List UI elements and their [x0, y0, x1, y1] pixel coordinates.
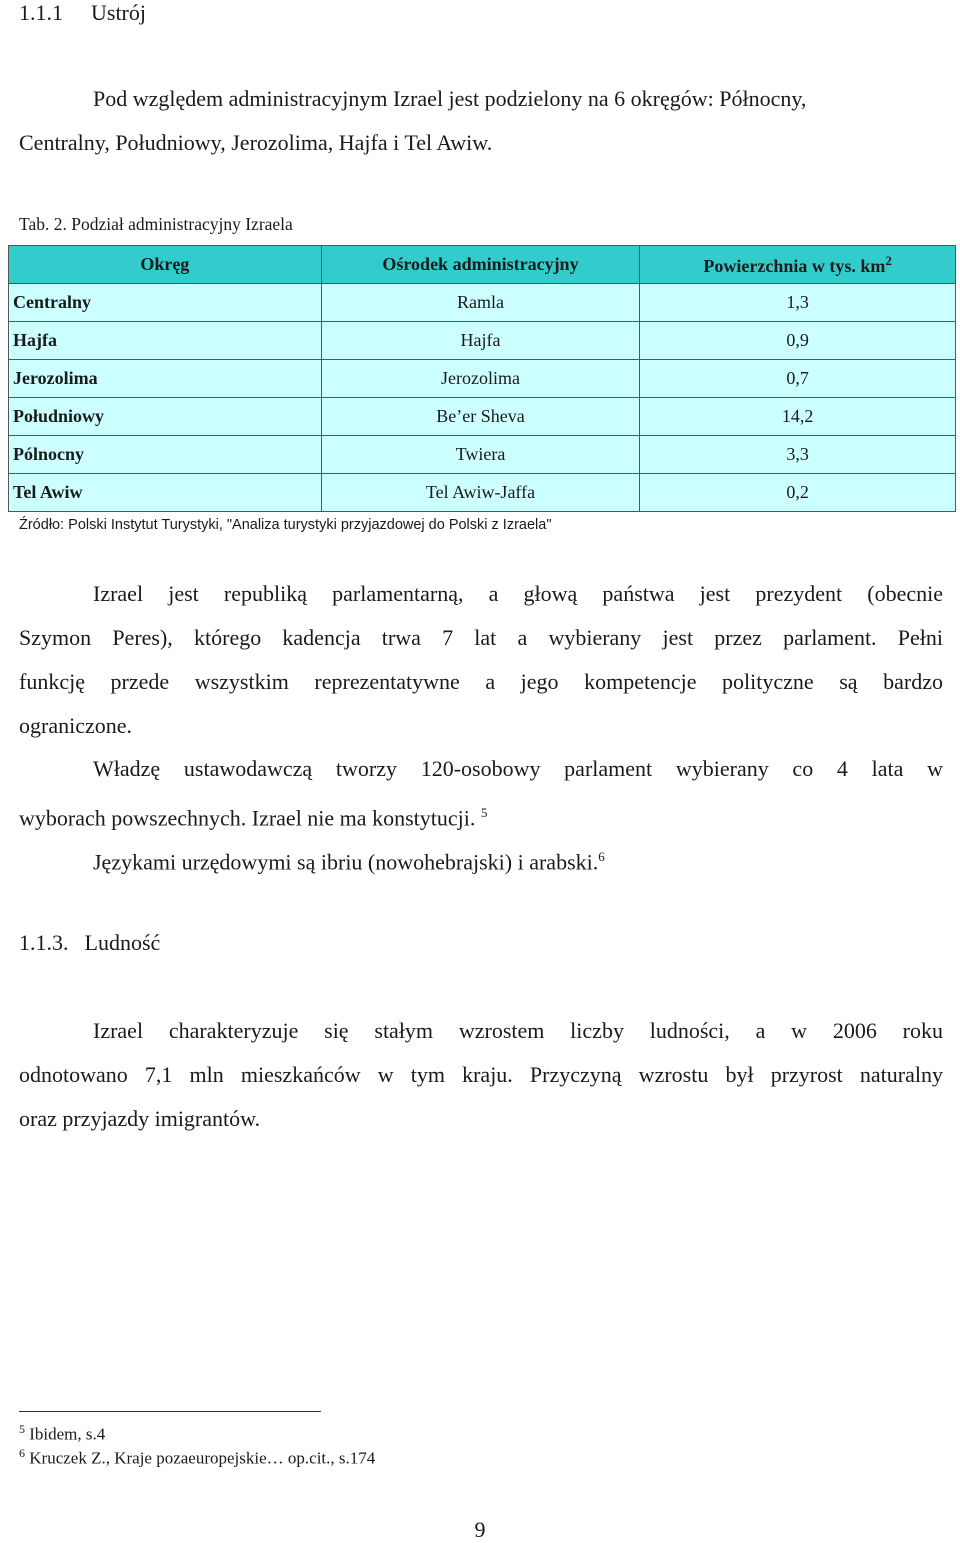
section-number: 1.1.1 [19, 0, 63, 25]
section-title: Ustrój [91, 0, 146, 25]
footnote-text: Kruczek Z., Kraje pozaeuropejskie… op.cit., s.174 [29, 1448, 376, 1468]
cell-area: 0,9 [640, 322, 956, 360]
intro-line-2: Centralny, Południowy, Jerozolima, Hajfa i Tel Awiw. [19, 130, 493, 155]
table-source: Źródło: Polski Instytut Turystyki, "Analiza turystyki przyjazdowej do Polski z Izraela" [19, 517, 552, 533]
page-number: 9 [474, 1517, 486, 1542]
footnote-6 [19, 1446, 375, 1469]
legislature-line-2-text: wyborach powszechnych. Izrael nie ma konstytucji. [19, 805, 476, 831]
legislature-line-1: Władzę ustawodawczą tworzy 120-osobowy parlament wybierany co 4 lata w [93, 756, 943, 781]
footnote-number: 6 [19, 1446, 25, 1460]
footnote-5 [19, 1422, 105, 1445]
footnote-text: Ibidem, s.4 [29, 1424, 106, 1444]
government-line-4: ograniczone. [19, 713, 132, 738]
cell-district: Południowy [9, 398, 322, 436]
table-row [9, 284, 956, 322]
cell-center: Twiera [321, 436, 640, 474]
government-line-3: funkcję przede wszystkim reprezentatywne a jego kompetencje polityczne są bardzo [19, 669, 943, 694]
header-area [640, 246, 956, 284]
cell-district: Jerozolima [9, 360, 322, 398]
admin-division-table [8, 245, 956, 512]
footnote-ref-5[interactable]: 5 [480, 805, 488, 820]
section-number: 1.1.3. [19, 930, 69, 955]
cell-district: Hajfa [9, 322, 322, 360]
government-line-1: Izrael jest republiką parlamentarną, a głową państwa jest prezydent (obecnie [93, 581, 943, 606]
cell-area: 0,2 [640, 474, 956, 512]
cell-area: 14,2 [640, 398, 956, 436]
cell-center: Be’er Sheva [321, 398, 640, 436]
population-line-3: oraz przyjazdy imigrantów. [19, 1106, 261, 1131]
footnote-ref-6[interactable]: 6 [598, 849, 605, 864]
section-title: Ludność [84, 930, 161, 955]
cell-center: Hajfa [321, 322, 640, 360]
table-row [9, 436, 956, 474]
legislature-line-2 [19, 791, 487, 840]
population-line-2: odnotowano 7,1 mln mieszkańców w tym kraju. Przyczyną wzrostu był przyrost naturalny [19, 1062, 943, 1087]
cell-district: Pólnocny [9, 436, 322, 474]
languages-line [93, 835, 605, 884]
section-heading-ludnosc [19, 930, 160, 956]
cell-area: 3,3 [640, 436, 956, 474]
table-header-row [9, 246, 956, 284]
intro-line-1: Pod względem administracyjnym Izrael jest podzielony na 6 okręgów: Północny, [93, 86, 807, 111]
section-heading-ustroj [19, 0, 146, 26]
cell-area: 0,7 [640, 360, 956, 398]
cell-district: Tel Awiw [9, 474, 322, 512]
population-line-1: Izrael charakteryzuje się stałym wzrostem liczby ludności, a w 2006 roku [93, 1018, 943, 1043]
header-area-label: Powierzchnia w tys. km [703, 255, 886, 276]
languages-text: Językami urzędowymi są ibriu (nowohebrajski) i arabski. [93, 849, 599, 875]
table-row [9, 322, 956, 360]
table-row [9, 398, 956, 436]
table-caption: Tab. 2. Podział administracyjny Izraela [19, 214, 293, 234]
header-admin-center: Ośrodek administracyjny [321, 246, 640, 284]
footnote-number: 5 [19, 1422, 25, 1436]
cell-center: Jerozolima [321, 360, 640, 398]
footnote-separator [19, 1411, 321, 1412]
header-area-sup: 2 [885, 252, 892, 268]
cell-area: 1,3 [640, 284, 956, 322]
table-row [9, 474, 956, 512]
government-line-2: Szymon Peres), którego kadencja trwa 7 lat a wybierany jest przez parlament. Pełni [19, 625, 943, 650]
cell-center: Ramla [321, 284, 640, 322]
header-district: Okręg [9, 246, 322, 284]
cell-district: Centralny [9, 284, 322, 322]
table-row [9, 360, 956, 398]
cell-center: Tel Awiw-Jaffa [321, 474, 640, 512]
